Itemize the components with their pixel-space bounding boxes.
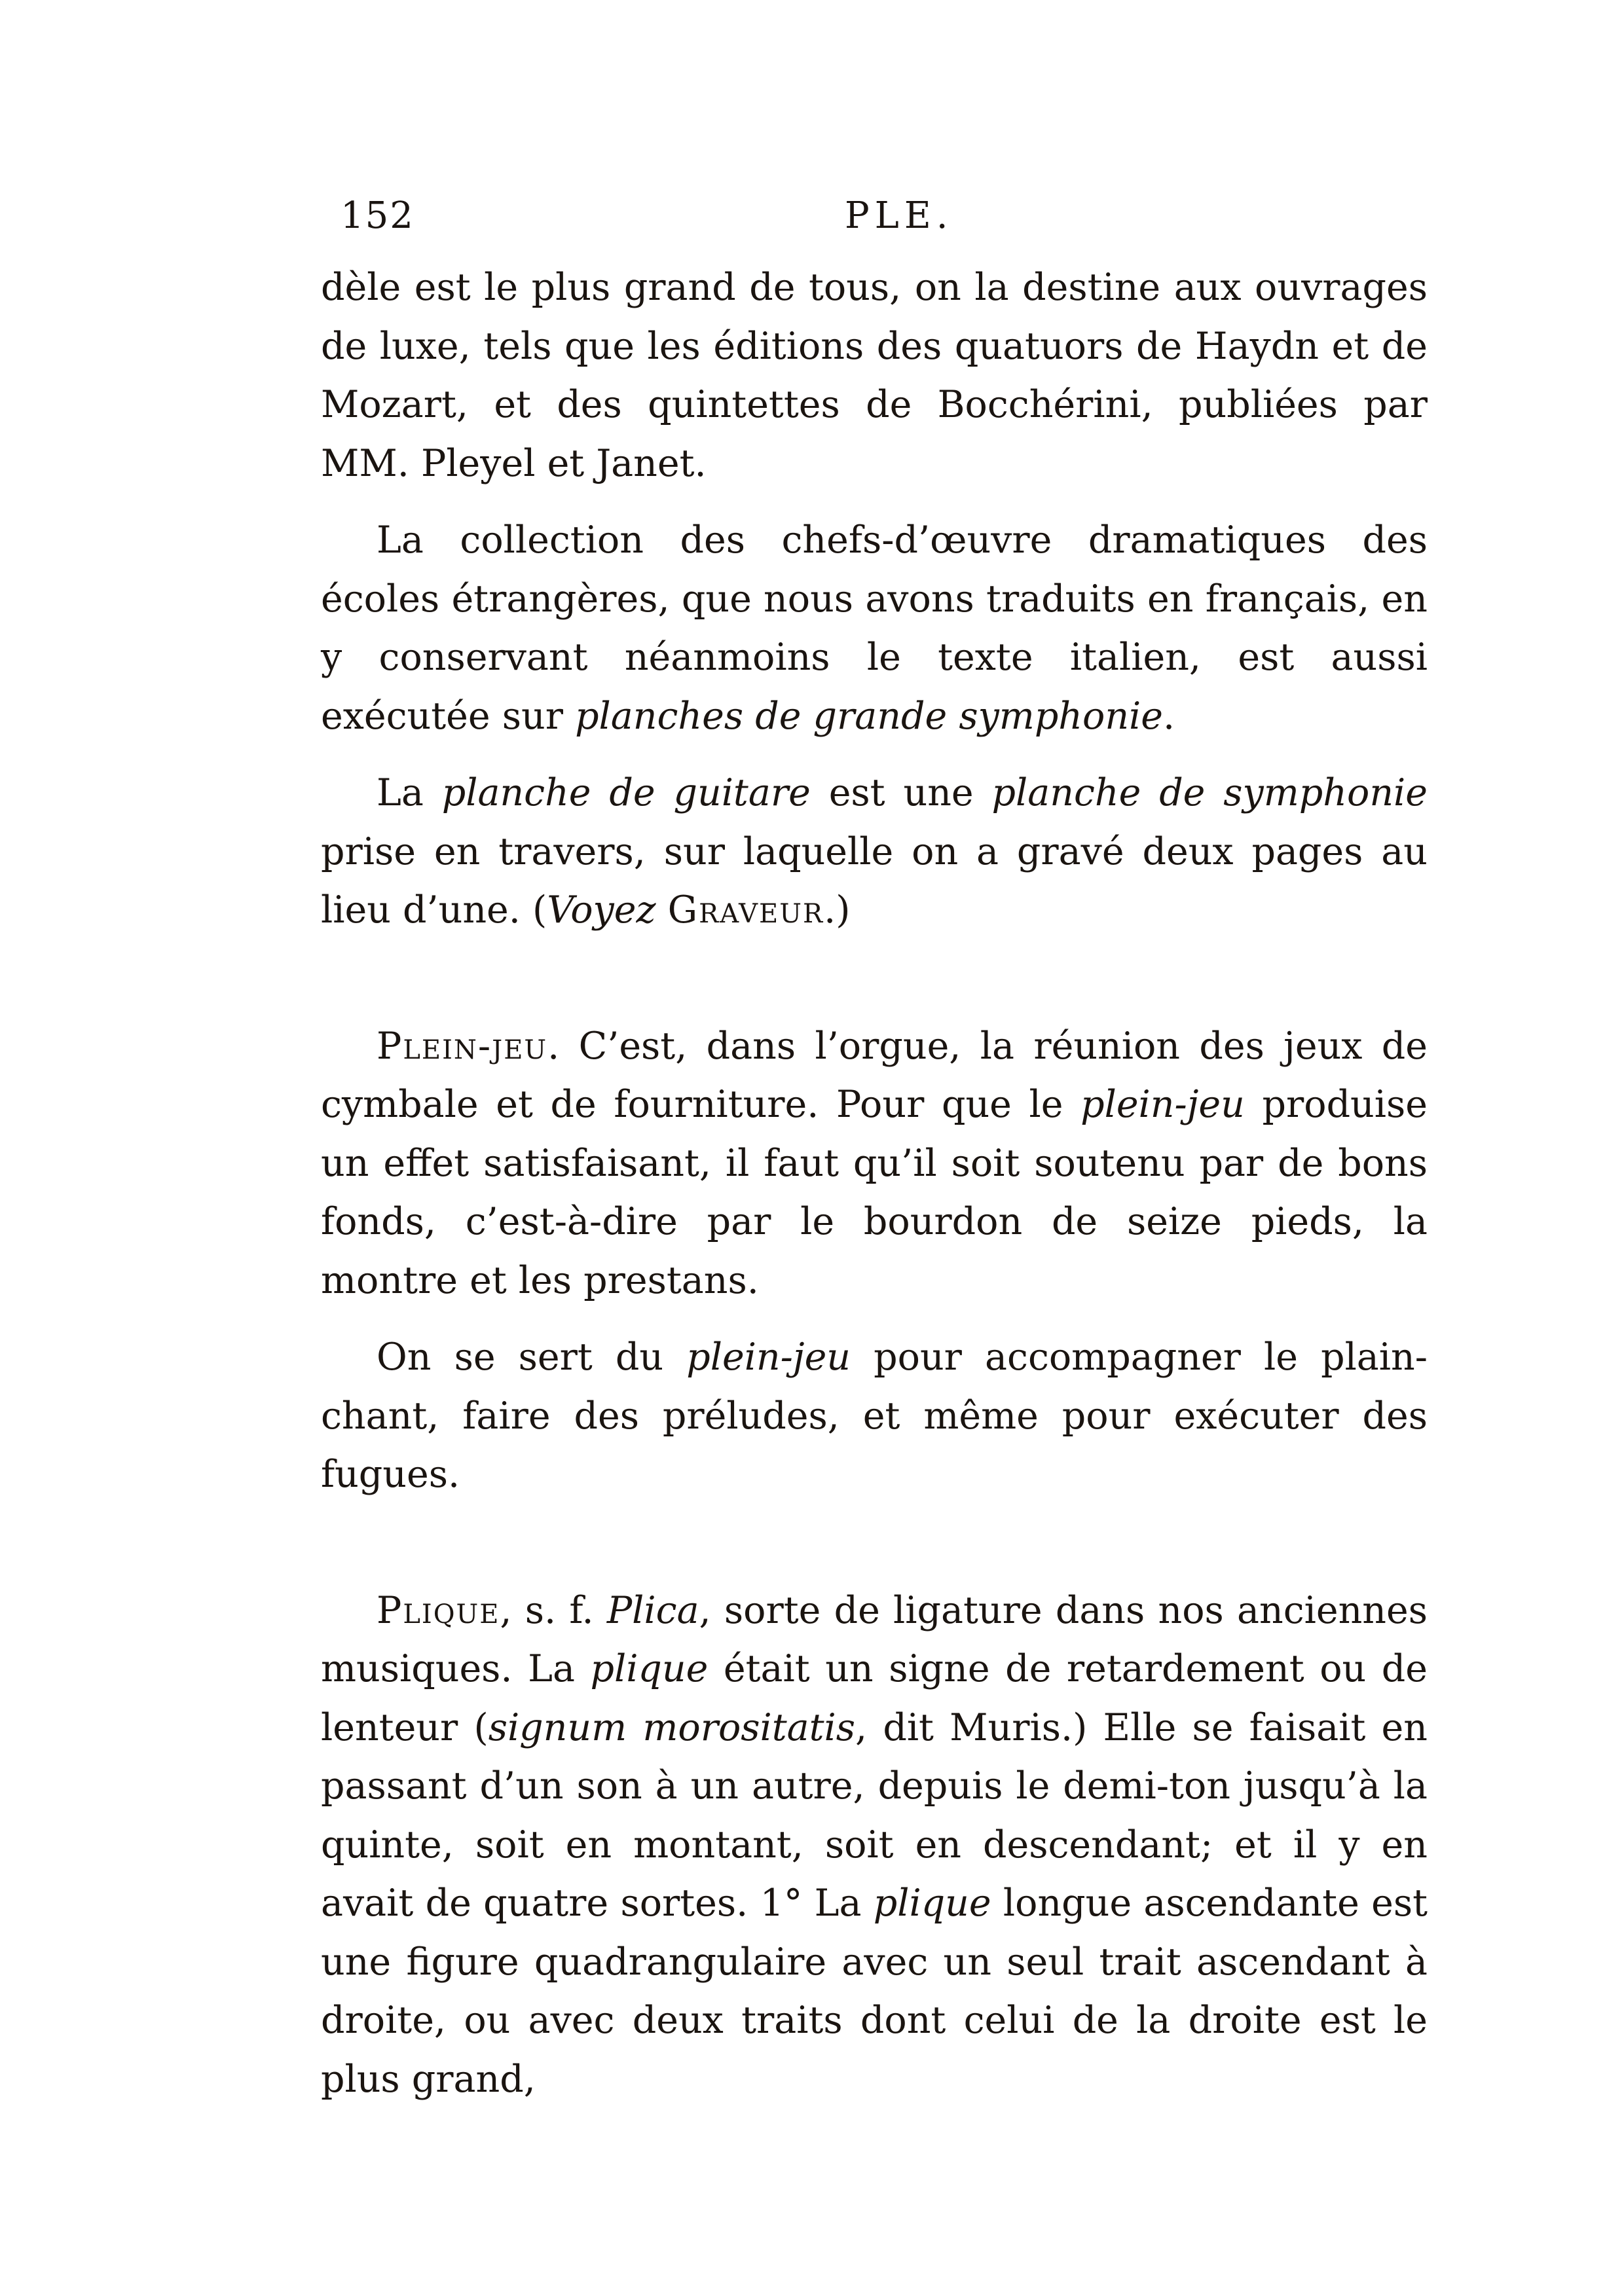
italic-term: planches de grande symphonie [575,694,1164,738]
paragraph-collection [321,511,1428,746]
text-run: pour accompagner le plain-chant, faire des préludes, et même pour exécuter des fugues. [321,1336,1428,1496]
entry-plique [321,1582,1428,2109]
text-run: produise un effet satisfaisant, il faut qu’il soit soutenu par de bons fonds, c’est-à-dire par le bourdon de seize pieds, la montre et les prestans. [321,1083,1428,1302]
text-run: était un signe de retardement ou de lenteur ( [321,1647,1428,1749]
text-run: . C’est, dans l’orgue, la réunion des jeux de cymbale et de fourniture. Pour que le [321,1024,1428,1126]
text-run: . [1163,694,1175,738]
running-head: PLE. [845,194,953,237]
entry-plein-jeu [321,1017,1428,1311]
text-run: La collection des chefs-d’œuvre dramatiques des écoles étrangères, que nous avons traduits en français, en y conservant néanmoins le texte italien, est aussi exécutée sur [321,519,1428,738]
text-run: .) [824,888,851,932]
text-run: longue ascendante est une figure quadrangulaire avec un seul trait ascendant à droite, ou avec deux traits dont celui de la droite est le plus grand, [321,1882,1428,2101]
italic-term: plique [590,1647,709,1690]
text-run: prise en travers, sur laquelle on a gravé deux pages au lieu d’une. ( [321,829,1428,932]
paragraph-guitare [321,764,1428,940]
text-run: est une [810,771,992,814]
entry-headword: Plein-jeu [377,1024,548,1068]
page-number: 152 [341,194,415,237]
italic-term: plein-jeu [686,1336,851,1379]
italic-term: plein-jeu [1080,1083,1245,1126]
text-run: , dit Muris.) Elle se faisait en passant d’un son à un autre, depuis le demi-ton jusqu’à la quinte, soit en montant, soit en descendant; et il y en avait de quatre sortes. 1° La [321,1705,1428,1925]
cross-reference: Graveur [667,888,824,932]
paragraph-plein-jeu-use [321,1328,1428,1504]
body-text [321,259,1428,2109]
text-run: La [377,771,442,814]
italic-term: planche de symphonie [991,771,1428,814]
italic-term: Voyez [547,888,656,932]
text-run [655,888,667,932]
italic-term: signum morositatis [488,1705,856,1749]
text-run: , s. f. [500,1588,607,1632]
italic-term: Plica [606,1588,699,1632]
text-run: , sorte de ligature dans nos anciennes musiques. La [321,1588,1428,1690]
italic-term: planche de guitare [441,771,811,814]
page-header [341,187,1401,246]
text-run: On se sert du [377,1336,687,1379]
italic-term: plique [873,1882,991,1925]
paragraph-continuation: dèle est le plus grand de tous, on la destine aux ouvrages de luxe, tels que les éditions des quatuors de Haydn et de Mozart, et des quintettes de Bocchérini, publiées par MM. Pleyel et Janet. [321,266,1428,485]
entry-headword: Plique [377,1588,500,1632]
